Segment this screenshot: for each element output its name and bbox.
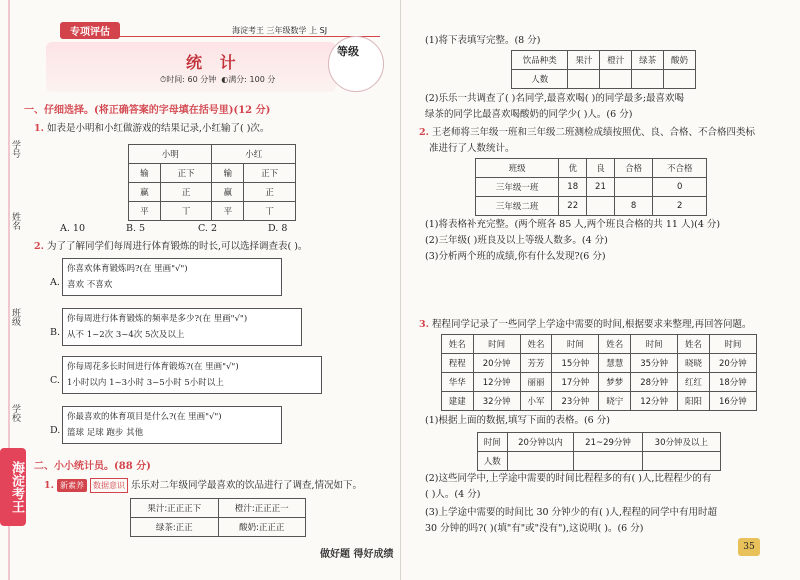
table-cell: 阳阳 [678,392,710,411]
table-cell: 红红 [678,373,710,392]
survey-d [62,406,282,444]
question-number: 1. [34,123,44,134]
table-cell: 20分钟 [709,354,756,373]
table-head: 小明 [129,145,212,164]
table-cell: 建建 [442,392,474,411]
q1-part1: (1)将下表填写完整。(8 分) [425,35,541,46]
table-cell: 三年级二班 [476,197,559,216]
exam-meta [160,74,275,85]
drink-table [511,50,696,89]
table-head: 姓名 [678,335,710,354]
answer-cell[interactable] [632,70,664,89]
q3-part1: (1)根据上面的数据,填写下面的表格。(6 分) [425,415,610,426]
sidebar-label-school: 学校 [10,404,20,422]
table-cell: 晓晓 [678,354,710,373]
game-result-table [128,144,296,221]
full-score: ◐满分: 100 分 [221,75,276,84]
table-cell: 20分钟 [473,354,520,373]
answer-cell[interactable] [574,452,642,471]
table-head: 小红 [212,145,296,164]
survey-c-letter: C. [50,375,60,386]
table-cell: 慧慧 [599,354,631,373]
question-number: 3. [419,319,429,330]
table-head: 姓名 [520,335,552,354]
q3-part2-line1: (2)这些同学中,上学途中需要的时间比程程多的有( )人,比程程少的有 [425,473,712,484]
option-b: B. 5 [126,223,146,234]
q2-part2: (2)三年级( )班良及以上等级人数多。(4 分) [425,235,608,246]
table-cell: 程程 [442,354,474,373]
table-head: 20分钟以内 [507,433,574,452]
sidebar-label-class: 班级 [10,308,20,326]
table-cell: 芳芳 [520,354,552,373]
question-4 [419,318,752,331]
survey-question: 你每周进行体育锻炼的频率是多少?(在 里画"√") [67,314,248,324]
table-cell: 正下 [160,164,212,183]
question-1 [34,122,269,135]
table-cell: 丅 [160,202,212,221]
table-head: 良 [587,159,615,178]
section-2-heading: 二、小小统计员。(88 分) [34,461,151,472]
table-head: 班级 [476,159,559,178]
survey-a-letter: A. [50,277,60,288]
table-cell: 赢 [212,183,244,202]
survey-b-letter: B. [50,327,61,338]
answer-cell[interactable] [587,197,615,216]
table-head: 优 [559,159,587,178]
table-cell: 28分钟 [631,373,678,392]
page-number: 35 [738,538,760,556]
survey-options: 从不 1~2次 3~4次 5次及以上 [67,330,185,340]
answer-cell[interactable] [614,178,653,197]
table-head: 姓名 [442,335,474,354]
table-cell: 22 [559,197,587,216]
question-3 [419,126,755,139]
survey-options: 喜欢 不喜欢 [67,280,113,290]
tally-cell: 果汁:正正正下 [131,499,219,518]
book-info: 海淀考王 三年级数学 上 SJ [232,26,328,35]
table-cell: 输 [129,164,161,183]
grade-label: 等级 [337,45,359,58]
question-2 [34,240,307,253]
table-head: 时间 [473,335,520,354]
table-head: 绿茶 [632,51,664,70]
table-head: 饮品种类 [512,51,568,70]
right-page [400,0,800,580]
q1-part2-line1: (2)乐乐一共调查了( )名同学,最喜欢喝( )的同学最多;最喜欢喝 [425,93,685,104]
question-2-1 [44,478,362,493]
footer-slogan: 做好题 得好成绩 [320,549,394,560]
table-cell: 2 [653,197,707,216]
q2-part1: (1)将表格补充完整。(两个班各 85 人,两个班良合格的共 11 人)(4 分) [425,219,721,230]
table-cell: 15分钟 [552,354,599,373]
table-cell: 三年级一班 [476,178,559,197]
brand-logo: 海淀考王 [0,448,26,526]
table-head: 橙汁 [600,51,632,70]
table-cell: 8 [614,197,653,216]
table-head: 时间 [478,433,508,452]
answer-cell[interactable] [642,452,720,471]
table-cell: 23分钟 [552,392,599,411]
q3-part3-line2: 30 分钟的吗?( )(填"有"或"没有"),这说明( )。(6 分) [425,523,644,534]
survey-options: 篮球 足球 跑步 其他 [67,428,144,438]
section-1-heading: 一、仔细选择。(将正确答案的字母填在括号里)(12 分) [24,105,271,116]
survey-d-letter: D. [50,425,61,436]
table-cell: 18 [559,178,587,197]
survey-options: 1小时以内 1~3小时 3~5小时 5小时以上 [67,378,224,388]
table-head: 21~29分钟 [574,433,642,452]
tally-table [130,498,306,537]
table-cell: 平 [129,202,161,221]
option-a: A. 10 [60,223,85,234]
q3-part2-line2: ( )人。(4 分) [425,489,481,500]
table-cell: 晓宁 [599,392,631,411]
answer-cell[interactable] [600,70,632,89]
time-table [441,334,757,411]
table-cell: 丅 [244,202,296,221]
tally-cell: 橙汁:正正正一 [218,499,306,518]
table-cell: 正 [244,183,296,202]
survey-question: 你喜欢体育锻炼吗?(在 里画"√") [67,264,188,274]
row-label: 人数 [478,452,508,471]
table-cell: 赢 [129,183,161,202]
q3-part3-line1: (3)上学途中需要的时间比 30 分钟少的有( )人,程程的同学中有用时超 [425,507,718,518]
table-cell: 32分钟 [473,392,520,411]
question-number: 2. [34,241,44,252]
tally-cell: 绿茶:正正 [131,518,219,537]
table-head: 时间 [552,335,599,354]
option-d: D. 8 [268,223,288,234]
question-text: 乐乐对二年级同学最喜欢的饮品进行了调查,情况如下。 [131,480,363,491]
table-cell: 正下 [244,164,296,183]
row-label: 人数 [512,70,568,89]
table-cell: 丽丽 [520,373,552,392]
question-text: 如表是小明和小红做游戏的结果记录,小红输了( )次。 [46,123,270,134]
table-cell: 12分钟 [631,392,678,411]
table-cell: 21 [587,178,615,197]
question-text: 程程同学记录了一些同学上学途中需要的时间,根据要求来整理,再回答问题。 [431,319,752,330]
q2-part3: (3)分析两个班的成绩,你有什么发现?(6 分) [425,251,606,262]
tag-new-literacy: 新素养 [57,479,87,492]
time-limit: ⏱时间: 60 分钟 [160,75,217,84]
range-table [477,432,721,471]
survey-b [62,308,302,346]
table-cell: 华华 [442,373,474,392]
table-head: 30分钟及以上 [642,433,720,452]
tag-data-awareness: 数据意识 [90,478,128,493]
table-cell: 输 [212,164,244,183]
tally-cell: 酸奶:正正正 [218,518,306,537]
table-head: 果汁 [568,51,600,70]
answer-cell[interactable] [664,70,696,89]
table-cell: 0 [653,178,707,197]
table-head: 合格 [614,159,653,178]
score-table [475,158,707,216]
survey-c [62,356,322,394]
table-head: 不合格 [653,159,707,178]
table-cell: 小军 [520,392,552,411]
answer-cell[interactable] [507,452,574,471]
table-cell: 16分钟 [709,392,756,411]
survey-a [62,258,282,296]
question-3-line2: 准进行了人数统计。 [429,143,515,154]
table-cell: 梦梦 [599,373,631,392]
option-c: C. 2 [198,223,218,234]
table-cell: 17分钟 [552,373,599,392]
table-cell: 平 [212,202,244,221]
header-badge: 专项评估 [60,22,120,39]
table-cell: 35分钟 [631,354,678,373]
table-cell: 正 [160,183,212,202]
table-head: 时间 [631,335,678,354]
answer-cell[interactable] [568,70,600,89]
question-text: 王老师将三年级一班和三年级二班测检成绩按照优、良、合格、不合格四类标 [431,127,755,138]
page-title: 统 计 [186,53,242,72]
survey-question: 你每周花多长时间进行体育锻炼?(在 里画"√") [67,362,239,372]
question-text: 为了了解同学们每周进行体育锻炼的时长,可以选择调查表( )。 [46,241,308,252]
table-head: 姓名 [599,335,631,354]
table-head: 时间 [709,335,756,354]
table-head: 酸奶 [664,51,696,70]
sidebar-label-name: 姓名 [10,212,20,230]
sidebar-label-id: 学号 [10,140,20,158]
survey-question: 你最喜欢的体育项目是什么?(在 里画"√") [67,412,222,422]
q1-part2-line2: 绿茶的同学比最喜欢喝酸奶的同学少( )人。(6 分) [425,109,633,120]
grade-circle [328,36,384,92]
question-number: 1. [44,480,54,491]
question-number: 2. [419,127,429,138]
table-cell: 18分钟 [709,373,756,392]
table-cell: 12分钟 [473,373,520,392]
